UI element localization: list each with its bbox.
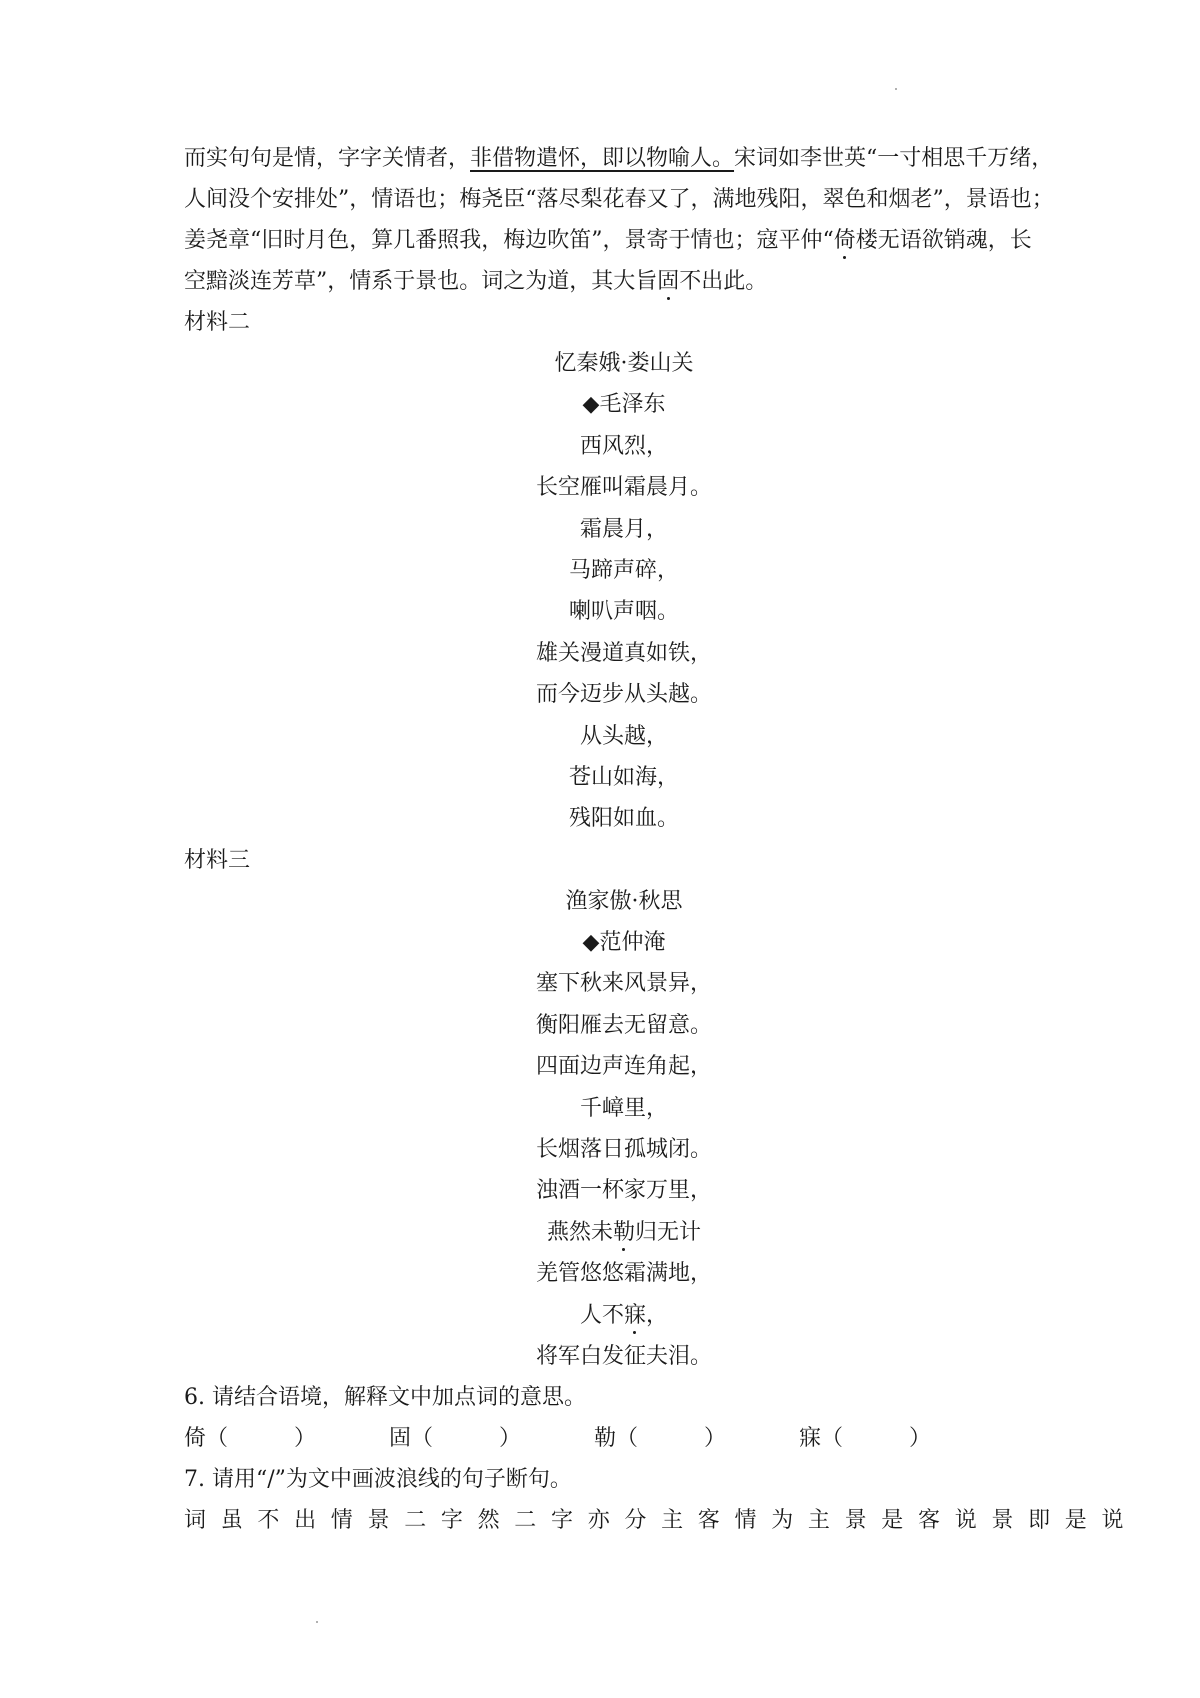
material-three-label: 材料三 xyxy=(184,847,251,873)
blank-gu[interactable]: 固（ ） xyxy=(389,1426,522,1452)
poem-line: 残阳如血。 xyxy=(568,806,679,832)
material-two-label: 材料二 xyxy=(184,310,251,335)
poem-loushanguan xyxy=(184,343,1034,840)
poem-line: 四面边声连角起， xyxy=(535,1054,712,1080)
dotted-char: 寐 xyxy=(623,1302,646,1328)
dotted-char: 勒 xyxy=(612,1219,635,1245)
dotted-word-yi: 倚 xyxy=(833,228,856,253)
poem-line-text: 燕然未勒归无计 xyxy=(546,1219,702,1245)
material-one-text xyxy=(184,138,1054,302)
text-line: 而实句句是情，字字关情者，非借物遣怀，即以物喻人。宋词如李世英“一寸相思千万绪， xyxy=(184,146,1054,171)
poem-line: 塞下秋来风景异， xyxy=(535,971,712,997)
underlined-sentence: 非借物遣怀，即以物喻人。 xyxy=(470,146,735,171)
text-line: 空黯淡连芳草”，情系于景也。词之为道，其大旨固不出此。 xyxy=(184,269,768,294)
dotted-word-gu: 固 xyxy=(657,269,680,294)
question-7-sentence: 词虽不出情景二字然二字亦分主客情为主景是客说景即是说 xyxy=(184,1508,1139,1534)
poem-line: 而今迈步从头越。 xyxy=(535,682,712,708)
poem-author: ◆范仲淹 xyxy=(582,930,666,956)
poem-line: 长烟落日孤城闭。 xyxy=(535,1137,712,1163)
blank-mei[interactable]: 寐（ ） xyxy=(799,1426,932,1452)
question-7: 7. 请用“/”为文中画波浪线的句子断句。 xyxy=(184,1467,572,1493)
poem-title: 忆秦娥·娄山关 xyxy=(554,351,694,376)
poem-line: 苍山如海， xyxy=(568,764,679,790)
poem-line: 霜晨月， xyxy=(579,516,668,542)
poem-line: 西风烈， xyxy=(579,433,668,459)
poem-line: 浊酒一杯家万里， xyxy=(535,1178,712,1204)
poem-line: 衡阳雁去无留意。 xyxy=(535,1012,712,1038)
poem-line: 将军白发征夫泪。 xyxy=(535,1343,712,1369)
poem-line: 从头越， xyxy=(579,723,668,749)
blank-le[interactable]: 勒（ ） xyxy=(594,1426,727,1452)
text-line: 人间没个安排处”，情语也；梅尧臣“落尽梨花春又了，满地残阳，翠色和烟老”，景语也； xyxy=(184,187,1054,212)
poem-line: 羌管悠悠霜满地， xyxy=(535,1261,712,1287)
poem-line: 人不寐， xyxy=(579,1302,669,1328)
question-6: 6. 请结合语境，解释文中加点词的意思。 xyxy=(184,1385,586,1411)
poem-qiusi xyxy=(184,881,1034,1378)
scan-speck xyxy=(895,88,897,90)
scan-speck xyxy=(316,1621,318,1623)
poem-line: 马蹄声碎， xyxy=(568,557,679,583)
poem-title: 渔家傲·秋思 xyxy=(565,888,683,914)
question-6-blanks xyxy=(184,1418,1034,1459)
poem-line xyxy=(214,1212,1034,1253)
poem-line: 雄关漫道真如铁， xyxy=(535,640,712,666)
poem-line: 长空雁叫霜晨月。 xyxy=(535,475,712,501)
document-page xyxy=(184,138,1139,1541)
poem-line: 喇叭声咽。 xyxy=(568,599,679,625)
poem-author: ◆毛泽东 xyxy=(582,392,666,418)
text-line: 姜尧章“旧时月色，算几番照我，梅边吹笛”，景寄于情也；寇平仲“倚楼无语欲销魂，长 xyxy=(184,228,1032,253)
poem-line: 千嶂里， xyxy=(579,1095,668,1121)
blank-yi[interactable]: 倚（ ） xyxy=(184,1426,317,1452)
